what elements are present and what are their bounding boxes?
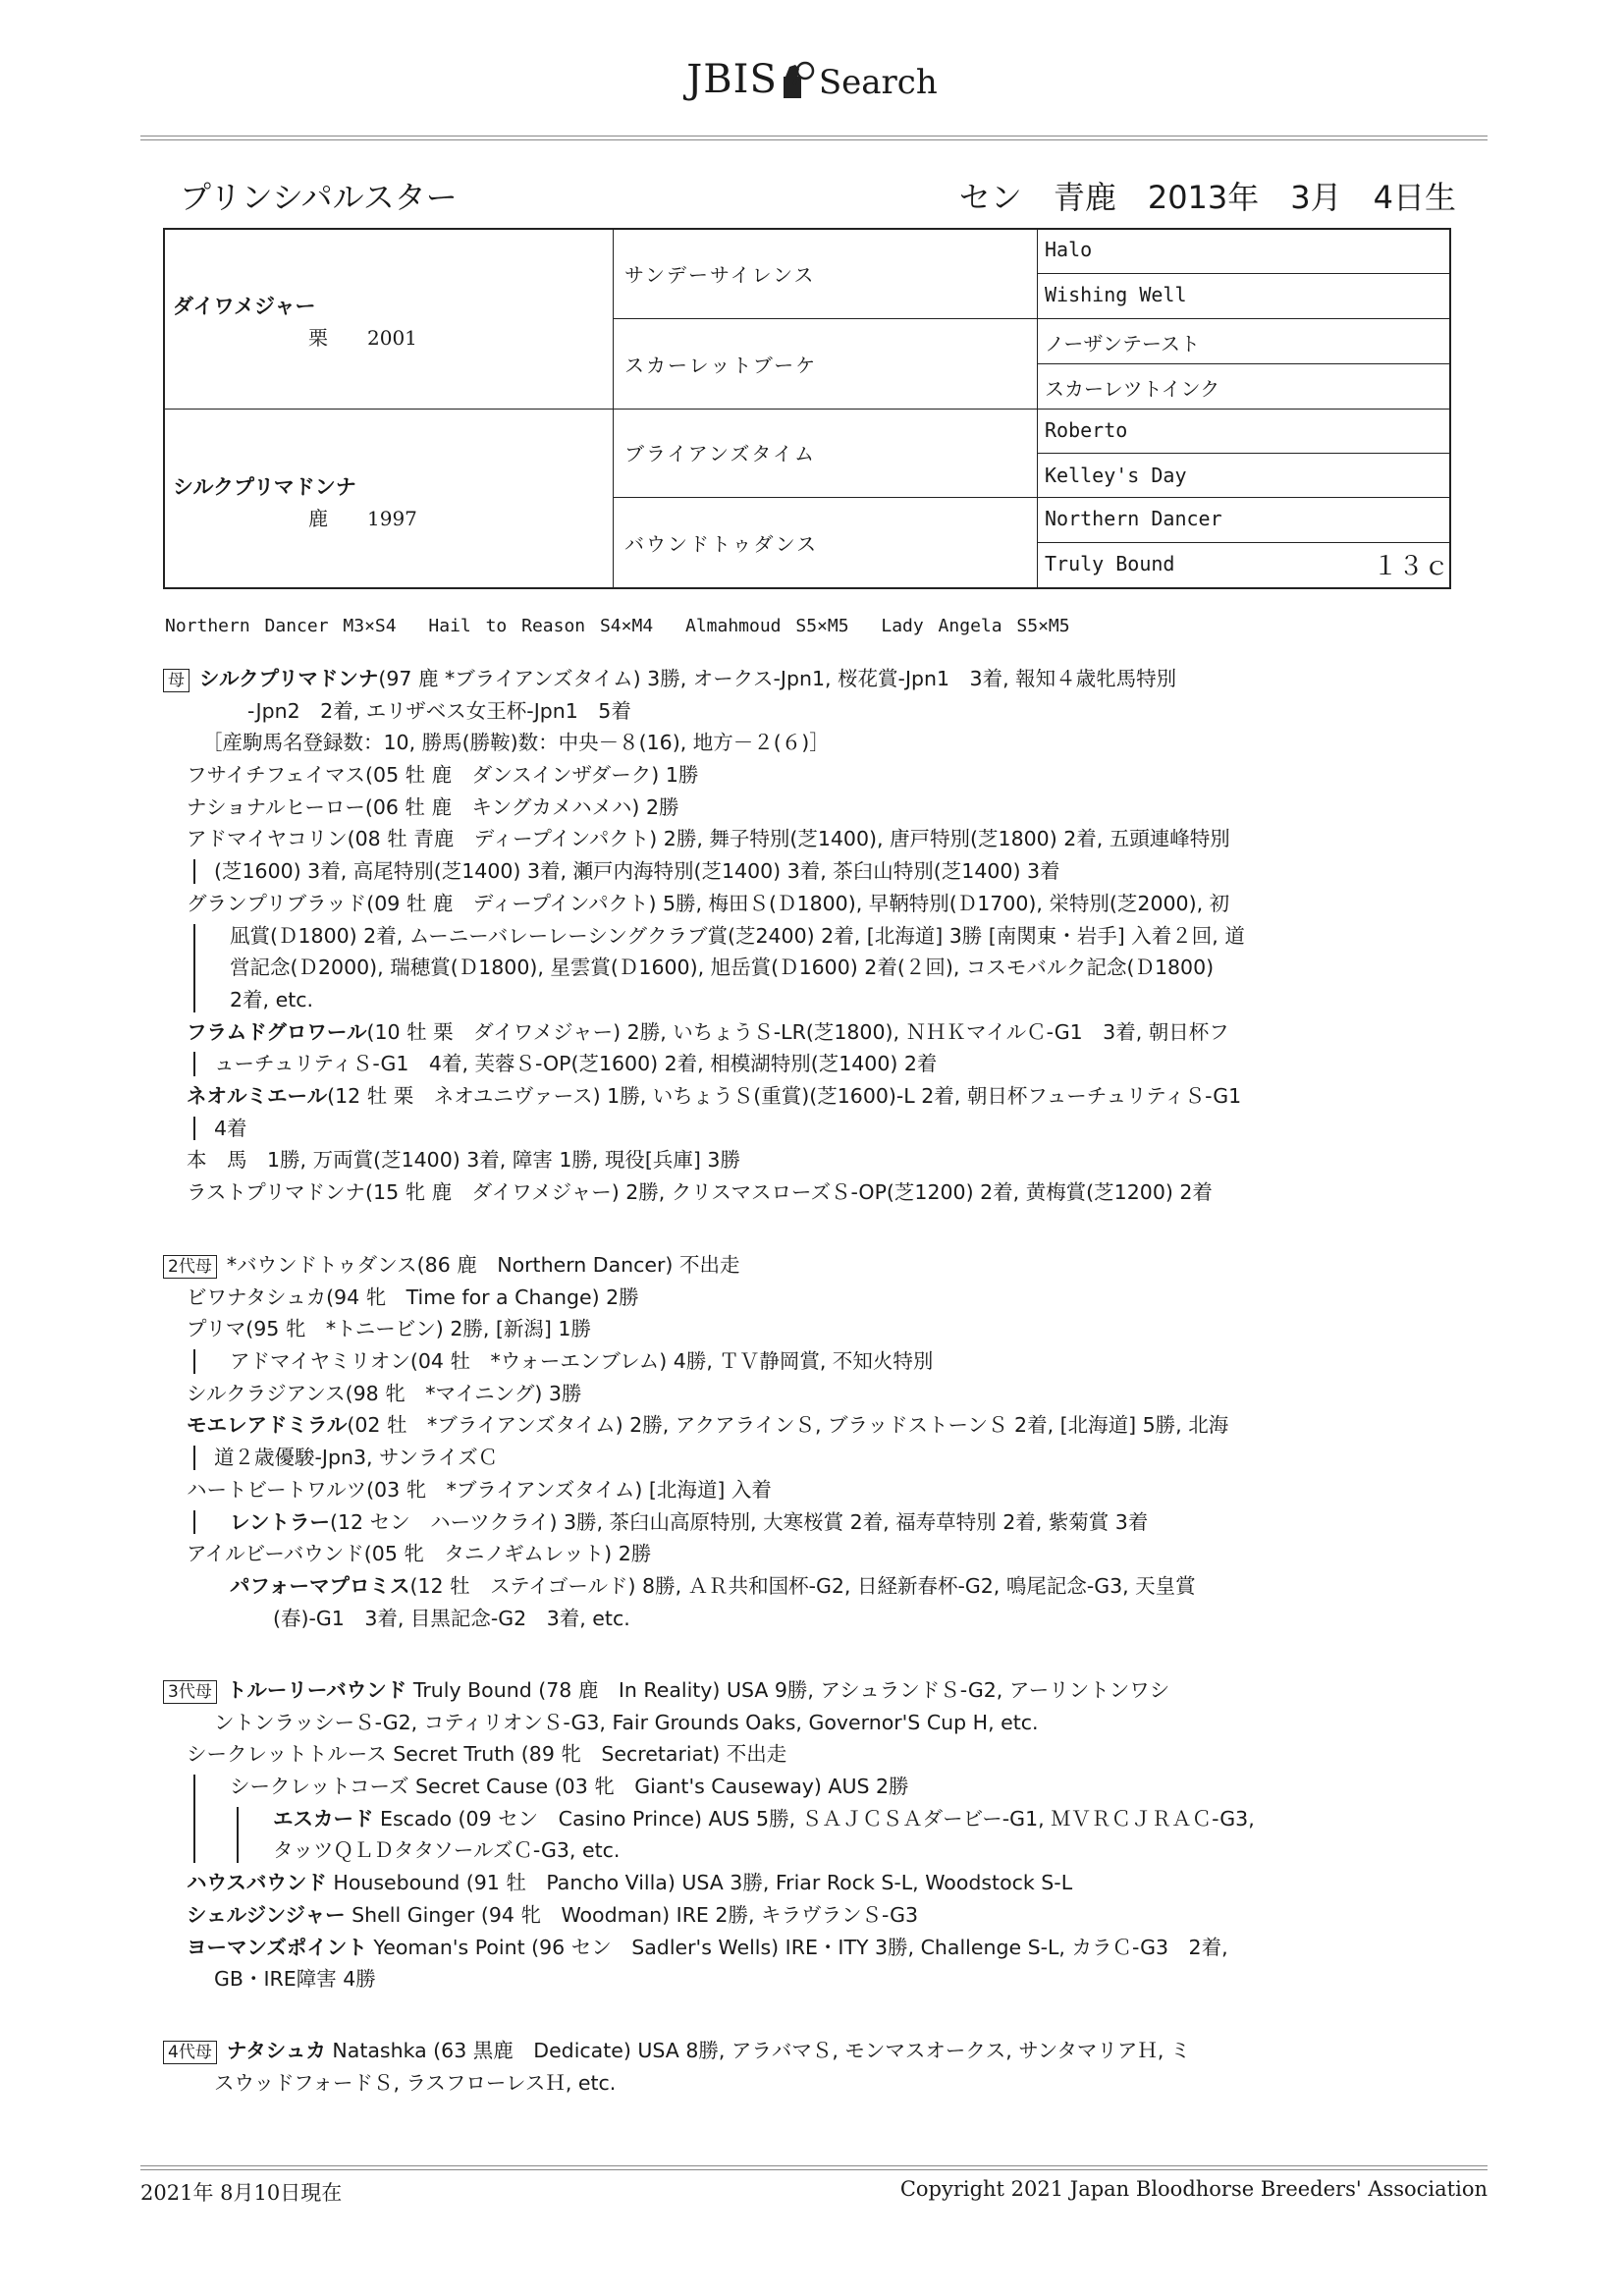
section-line [163,1738,1341,1771]
section-line [163,1176,1341,1209]
continuation-bar [193,1349,195,1374]
line-text: Shell Ginger (94 牝 Woodman) IRE 2勝, キラヴランＳ-G3 [345,1902,919,1927]
section-line [163,855,1341,888]
pedigree-g2-sire-dam: スカーレットブーケ [624,354,818,377]
horse-name-bold: シルクプリマドンナ [199,667,379,690]
section-line [163,1313,1341,1345]
line-text: 2着, etc. [230,987,314,1011]
header-rule [140,136,1488,140]
horse-name-bold: ネオルミエール [187,1083,328,1108]
line-text: (春)-G1 3着, 目黒記念-G2 3着, etc. [273,1606,630,1630]
line-text: プリマ(95 牝 *トニービン) 2勝, [新潟] 1勝 [187,1317,591,1341]
logo-jbis-text: JBIS [686,57,778,102]
line-text: アドマイヤコリン(08 牡 青鹿 ディープインパクト) 2勝, 舞子特別(芝1400), 唐戸特別(芝1800) 2着, 五頭連峰特別 [187,827,1230,851]
horse-magnifier-icon [782,59,815,98]
section-line [163,663,1341,695]
line-text: 道２歳優駿-Jpn3, サンライズＣ [214,1446,499,1470]
section-line [163,1867,1341,1899]
section-line [163,2067,1341,2100]
section-line [163,823,1341,855]
line-text: ントンラッシーＳ-G2, コティリオンＳ-G3, Fair Grounds Oaks, Governor'S Cup H, etc. [214,1710,1039,1734]
line-text: Housebound (91 牡 Pancho Villa) USA 3勝, Friar Rock S-L, Woodstock S-L [326,1871,1073,1895]
section-line [163,1249,1341,1282]
line-text: ハートビートワルツ(03 牝 *ブライアンズタイム) [北海道] 入着 [187,1477,772,1502]
third-dam-section [163,1674,1341,1995]
section-line [163,1345,1341,1378]
horse-name-bold: フラムドグロワール [187,1019,367,1044]
section-line [163,1113,1341,1145]
section-line [163,759,1341,792]
continuation-bar [193,1510,195,1535]
dam-detail: 鹿 1997 [308,507,417,530]
family-number: １３ｃ [1373,552,1450,581]
section-line [163,1409,1341,1442]
line-text: Yeoman's Point (96 セン Sadler's Wells) IRE・ITY 3勝, Challenge S-L, カラＣ-G3 2着, [366,1935,1228,1959]
dam-cell [173,471,417,531]
logo-search-text: Search [818,63,938,102]
section-line [163,1707,1341,1739]
horse-name-bold: ヨーマンズポイント [187,1935,367,1959]
sire-name: ダイワメジャー [173,295,316,318]
section-line [163,1378,1341,1410]
horse-name-bold: ハウスバウンド [187,1871,327,1895]
section-line [163,1834,1341,1867]
fourth-dam-section [163,2035,1341,2099]
section-line [163,1282,1341,1314]
dam-name: シルクプリマドンナ [173,475,356,499]
pedigree-g2-dam-sire: ブライアンズタイム [624,442,816,465]
line-text: -Jpn2 2着, エリザベス女王杯-Jpn1 5着 [247,698,631,723]
dam-section [163,663,1341,1209]
horse-name: プリンシパルスター [180,179,458,216]
section-line [163,2035,1341,2067]
horse-name-bold: トルーリーバウンド [226,1678,407,1702]
line-text: Escado (09 セン Casino Prince) AUS 5勝, ＳＡＪＣＳＡダービー-G1, ＭＶＲＣＪＲＡＣ-G3, [373,1806,1255,1831]
section-line [163,1570,1341,1603]
pedigree-g2-sire-sire: サンデーサイレンス [624,263,816,287]
line-text: スウッドフォードＳ, ラスフローレスＨ, etc. [214,2070,617,2095]
horse-title-row [180,173,1456,216]
generation-tag: 2代母 [163,1255,217,1279]
horse-name-bold: ナタシュカ [226,2039,326,2062]
continuation-bar [193,1446,195,1470]
line-text: (02 牡 *ブライアンズタイム) 2勝, アクアラインＳ, ブラッドストーンＳ 2着, [北海道] 5勝, 北海 [347,1413,1229,1438]
section-line [163,695,1341,728]
horse-info: セン 青鹿 2013年 3月 4日生 [958,179,1456,216]
generation-tag: 母 [163,669,189,692]
line-text: 4着 [214,1116,247,1140]
line-text: GB・IRE障害 4勝 [214,1967,376,1992]
section-line [163,1771,1341,1803]
section-line [163,1674,1341,1707]
horse-name-bold: モエレアドミラル [187,1413,348,1438]
line-text: 営記念(Ｄ2000), 瑞穂賞(Ｄ1800), 星雲賞(Ｄ1600), 旭岳賞(Ｄ1600) 2着(２回), コスモバルク記念(Ｄ1800) [230,956,1215,980]
pedigree-g3-6: Kelley's Day [1045,464,1187,487]
sire-detail: 栗 2001 [308,326,417,350]
section-line [163,1538,1341,1570]
horse-name-bold: エスカード [273,1806,374,1831]
line-text: (97 鹿 *ブライアンズタイム) 3勝, オークス-Jpn1, 桜花賞-Jpn1 3着, 報知４歳牝馬特別 [378,667,1177,690]
section-line [163,984,1341,1016]
pedigree-g3-7: Northern Dancer [1045,507,1222,530]
line-text: フサイチフェイマス(05 牡 鹿 ダンスインザダーク) 1勝 [187,763,699,788]
line-text: グランプリブラッド(09 牡 鹿 ディープインパクト) 5勝, 梅田Ｓ(Ｄ1800), 早鞆特別(Ｄ1700), 栄特別(芝2000), 初 [187,891,1230,915]
section-line [163,888,1341,920]
generation-tag: 3代母 [163,1680,217,1704]
footer-date: 2021年 8月10日現在 [140,2181,343,2205]
pedigree-g3-5: Roberto [1045,418,1128,442]
section-line [163,1603,1341,1635]
line-text: アドマイヤミリオン(04 牡 *ウォーエンブレム) 4勝, ＴＶ静岡賞, 不知火特別 [230,1349,934,1374]
pedigree-g3-2: Wishing Well [1045,283,1187,306]
second-dam-section [163,1249,1341,1634]
line-text: (12 牡 栗 ネオユニヴァース) 1勝, いちょうＳ(重賞)(芝1600)-L 2着, 朝日杯フューチュリティＳ-G1 [327,1083,1242,1108]
pedigree-g2-dam-dam: バウンドトゥダンス [624,532,819,556]
line-text: Truly Bound (78 鹿 In Reality) USA 9勝, アシュランドＳ-G2, アーリントンワシ [406,1678,1170,1702]
sire-cell [173,291,417,351]
section-line [163,1803,1341,1835]
generation-tag: 4代母 [163,2041,217,2064]
line-text: (10 牡 栗 ダイワメジャー) 2勝, いちょうＳ-LR(芝1800), ＮＨＫマイルＣ-G1 3着, 朝日杯フ [366,1019,1229,1044]
horse-name-bold: パフォーマプロミス [230,1573,410,1598]
section-line [163,1442,1341,1474]
section-line [163,1506,1341,1539]
line-text: ビワナタシュカ(94 牝 Time for a Change) 2勝 [187,1285,639,1309]
line-text: (芝1600) 3着, 高尾特別(芝1400) 3着, 瀬戸内海特別(芝1400) 3着, 茶臼山特別(芝1400) 3着 [214,859,1060,884]
line-text: 凪賞(Ｄ1800) 2着, ムーニーバレーレーシングクラブ賞(芝2400) 2着, [北海道] 3勝 [南関東・岩手] 入着２回, 道 [230,923,1245,948]
section-line [163,792,1341,824]
line-text: (12 牡 ステイゴールド) 8勝, ＡＲ共和国杯-G2, 日経新春杯-G2, 鳴尾記念-G3, 天皇賞 [409,1573,1196,1598]
line-text: ナショナルヒーロー(06 牡 鹿 キングカメハメハ) 2勝 [187,794,679,819]
pedigree-g3-4: スカーレツトインク [1045,377,1220,401]
continuation-bar [193,859,195,884]
section-line [163,1016,1341,1049]
inbreeding-line: Northern Dancer M3×S4 Hail to Reason S4×M4 Almahmoud S5×M5 Lady Angela S5×M5 [165,616,1070,636]
horse-name-bold: レントラー [230,1509,330,1534]
jbis-search-logo [0,57,1624,136]
continuation-bar [193,1117,195,1141]
line-text: *バウンドトゥダンス(86 鹿 Northern Dancer) 不出走 [226,1253,740,1277]
section-line [163,1080,1341,1113]
section-line [163,1963,1341,1995]
continuation-bar [193,1775,195,1863]
line-text: シルクラジアンス(98 牝 *マイニング) 3勝 [187,1381,582,1405]
horse-name-bold: シェルジンジャー [187,1902,346,1927]
line-text: タッツＱＬＤタタソールズＣ-G3, etc. [273,1838,621,1863]
line-text: シークレットトルース Secret Truth (89 牝 Secretariat) 不出走 [187,1742,787,1767]
pedigree-table [163,228,1451,589]
line-text: ューチュリティＳ-G1 4着, 芙蓉Ｓ-OP(芝1600) 2着, 相模湖特別(芝1400) 2着 [214,1052,938,1076]
section-line [163,727,1341,759]
continuation-bar [193,924,195,1012]
footer-copyright: Copyright 2021 Japan Bloodhorse Breeders' Association [899,2177,1488,2201]
line-text: ラストプリマドンナ(15 牝 鹿 ダイワメジャー) 2勝, クリスマスローズＳ-OP(芝1200) 2着, 黄梅賞(芝1200) 2着 [187,1180,1213,1204]
line-text: 本 馬 1勝, 万両賞(芝1400) 3着, 障害 1勝, 現役[兵庫] 3勝 [187,1148,740,1173]
pedigree-g3-3: ノーザンテースト [1045,332,1200,355]
footer-rule [140,2165,1488,2170]
line-text: Natashka (63 黒鹿 Dedicate) USA 8勝, アラバマＳ, モンマスオークス, サンタマリアＨ, ミ [325,2039,1191,2062]
line-text: シークレットコーズ Secret Cause (03 牝 Giant's Causeway) AUS 2勝 [230,1775,909,1799]
line-text: (12 セン ハーツクライ) 3勝, 茶臼山高原特別, 大寒桜賞 2着, 福寿草特別 2着, 紫菊賞 3着 [330,1509,1149,1534]
line-text: アイルビーバウンド(05 牝 タニノギムレット) 2勝 [187,1542,652,1566]
section-line [163,1048,1341,1080]
pedigree-g3-8: Truly Bound [1045,552,1175,575]
section-line [163,1474,1341,1506]
continuation-bar [237,1807,239,1863]
section-line [163,1899,1341,1932]
line-text: ［産駒馬名登録数：10, 勝馬(勝鞍)数：中央－８(16), 地方－２(６)］ [202,731,830,755]
section-line [163,1144,1341,1176]
section-line [163,952,1341,984]
continuation-bar [193,1052,195,1076]
section-line [163,1932,1341,1964]
section-line [163,920,1341,953]
pedigree-g3-1: Halo [1045,238,1093,261]
